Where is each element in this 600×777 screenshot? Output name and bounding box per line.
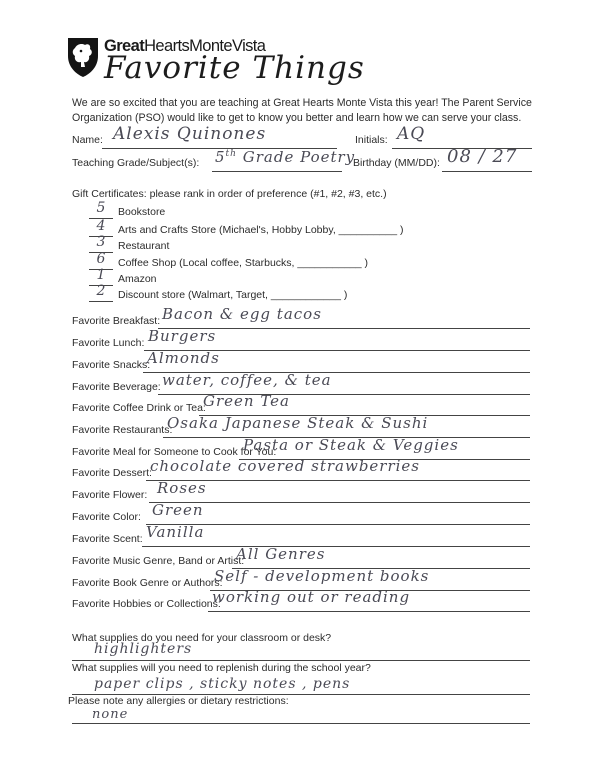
gift-rank[interactable]: 3 bbox=[96, 234, 106, 250]
favorite-value[interactable]: working out or reading bbox=[212, 588, 411, 606]
birthday-line bbox=[442, 171, 532, 172]
favorite-label: Favorite Scent: bbox=[72, 533, 143, 545]
favorite-value[interactable]: Almonds bbox=[147, 349, 220, 367]
grade-label: Teaching Grade/Subject(s): bbox=[72, 157, 200, 169]
intro-text: We are so excited that you are teaching at Great Hearts Monte Vista this year! The Parent Service Organization (PSO) would like to get to know you better and learn how we can serve your class. bbox=[72, 97, 532, 124]
favorite-value[interactable]: Osaka Japanese Steak & Sushi bbox=[167, 414, 429, 432]
answer-line bbox=[142, 546, 530, 547]
favorite-value[interactable]: chocolate covered strawberries bbox=[150, 457, 421, 475]
gift-label: Coffee Shop (Local coffee, Starbucks, ___________ ) bbox=[118, 257, 369, 269]
question-label: What supplies do you need for your classroom or desk? bbox=[72, 632, 332, 644]
favorite-value[interactable]: Vanilla bbox=[146, 523, 205, 541]
favorite-value[interactable]: Self - development books bbox=[214, 567, 430, 585]
answer-line bbox=[72, 723, 530, 724]
name-label: Name: bbox=[72, 134, 103, 146]
question-answer[interactable]: highlighters bbox=[94, 641, 193, 657]
initials-value[interactable]: AQ bbox=[397, 124, 426, 144]
question-answer[interactable]: none bbox=[92, 707, 129, 722]
favorite-label: Favorite Lunch: bbox=[72, 337, 145, 349]
question-label: Please note any allergies or dietary restrictions: bbox=[68, 695, 289, 707]
favorite-value[interactable]: Burgers bbox=[148, 327, 217, 345]
favorite-value[interactable]: Roses bbox=[157, 479, 207, 497]
gift-rank[interactable]: 6 bbox=[96, 251, 106, 267]
shield-lion-icon bbox=[66, 36, 100, 78]
gift-label: Arts and Crafts Store (Michael's, Hobby Lobby, __________ ) bbox=[118, 224, 404, 236]
initials-label: Initials: bbox=[355, 134, 388, 146]
gift-rank[interactable]: 4 bbox=[96, 218, 106, 234]
favorite-label: Favorite Coffee Drink or Tea: bbox=[72, 402, 206, 414]
favorite-label: Favorite Flower: bbox=[72, 489, 148, 501]
answer-line bbox=[72, 660, 530, 661]
favorite-value[interactable]: Green bbox=[152, 501, 204, 519]
favorite-value[interactable]: Green Tea bbox=[203, 392, 290, 410]
answer-line bbox=[149, 502, 530, 503]
gift-rank[interactable]: 1 bbox=[96, 267, 106, 283]
gift-rank[interactable]: 5 bbox=[96, 200, 106, 216]
favorite-value[interactable]: Bacon & egg tacos bbox=[162, 305, 322, 323]
favorite-label: Favorite Color: bbox=[72, 511, 141, 523]
gift-label: Discount store (Walmart, Target, ____________ ) bbox=[118, 289, 348, 301]
gift-label: Amazon bbox=[118, 273, 157, 285]
favorite-value[interactable]: All Genres bbox=[236, 545, 326, 563]
grade-line bbox=[212, 171, 342, 172]
gift-heading: Gift Certificates: please rank in order of preference (#1, #2, #3, etc.) bbox=[72, 188, 387, 200]
gift-label: Restaurant bbox=[118, 240, 170, 252]
gift-rank[interactable]: 2 bbox=[96, 283, 106, 299]
school-name: GreatHeartsMonteVista bbox=[104, 37, 266, 55]
favorite-label: Favorite Snacks: bbox=[72, 359, 151, 371]
gift-label: Bookstore bbox=[118, 206, 166, 218]
favorite-label: Favorite Meal for Someone to Cook for You: bbox=[72, 446, 277, 458]
favorite-label: Favorite Book Genre or Authors: bbox=[72, 577, 223, 589]
favorite-value[interactable]: Pasta or Steak & Veggies bbox=[243, 436, 459, 454]
favorite-label: Favorite Music Genre, Band or Artist: bbox=[72, 555, 245, 567]
page-title: Favorite Things bbox=[104, 50, 365, 86]
name-value[interactable]: Alexis Quinones bbox=[113, 124, 267, 144]
favorite-label: Favorite Beverage: bbox=[72, 381, 161, 393]
question-label: What supplies will you need to replenish during the school year? bbox=[72, 662, 371, 674]
grade-value[interactable]: 5th Grade Poetry bbox=[215, 148, 356, 166]
favorite-label: Favorite Breakfast: bbox=[72, 315, 161, 327]
answer-line bbox=[208, 611, 530, 612]
favorite-label: Favorite Hobbies or Collections: bbox=[72, 598, 221, 610]
question-answer[interactable]: paper clips , sticky notes , pens bbox=[94, 676, 351, 692]
birthday-label: Birthday (MM/DD): bbox=[353, 157, 440, 169]
birthday-value[interactable]: 08 / 27 bbox=[447, 146, 518, 167]
rank-line bbox=[89, 301, 113, 302]
favorite-label: Favorite Dessert: bbox=[72, 467, 152, 479]
favorite-value[interactable]: water, coffee, & tea bbox=[162, 371, 332, 389]
favorite-label: Favorite Restaurants: bbox=[72, 424, 173, 436]
